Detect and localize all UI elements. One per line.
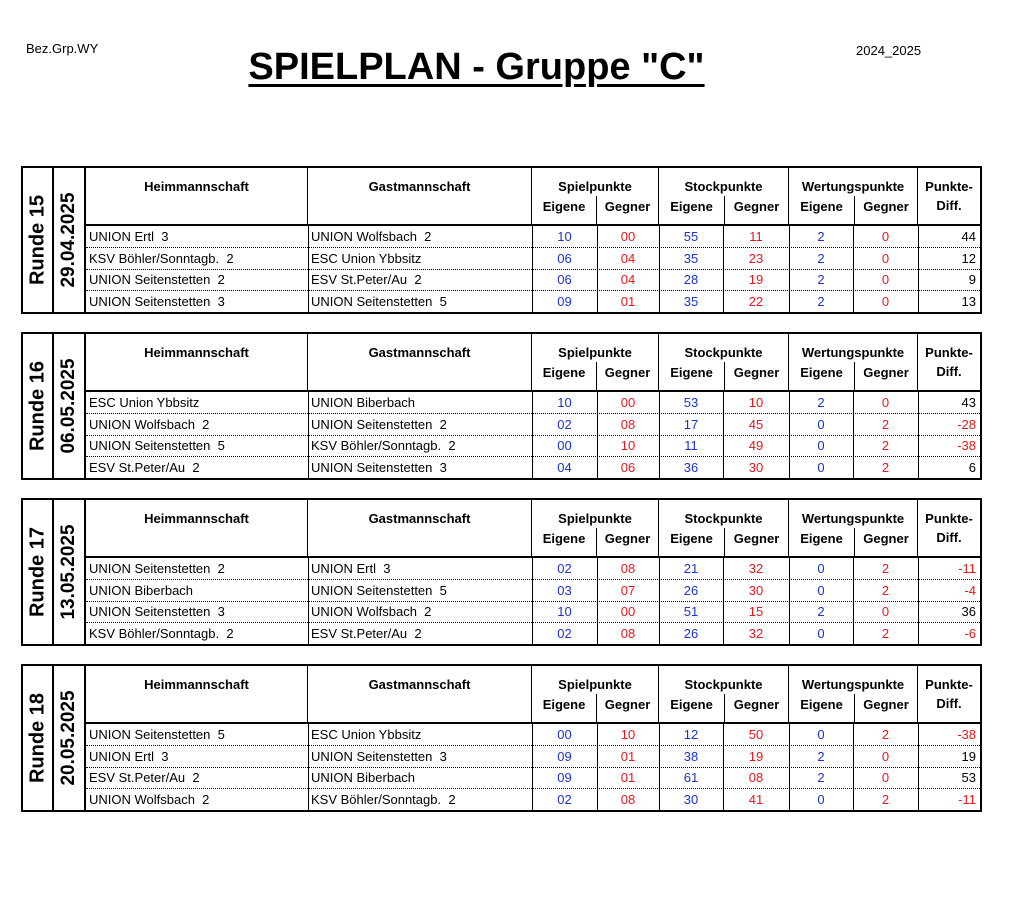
punkte-diff: -11 xyxy=(958,561,976,576)
spielpunkte-opp: 08 xyxy=(620,625,636,641)
away-team: KSV Böhler/Sonntagb. 2 xyxy=(311,438,456,453)
season-label: 2024_2025 xyxy=(856,43,922,58)
stockpunkte-own: 11 xyxy=(684,438,698,453)
punkte-diff: -28 xyxy=(957,416,976,432)
header-wertungspunkte xyxy=(789,334,918,390)
home-team: UNION Seitenstetten 5 xyxy=(89,727,225,742)
stockpunkte-opp: 19 xyxy=(748,272,764,287)
punkte-diff: -6 xyxy=(964,625,976,641)
header-spielpunkte-label: Spielpunkte xyxy=(558,345,632,360)
header-subdivider xyxy=(724,528,725,556)
home-team: UNION Seitenstetten 3 xyxy=(89,293,225,309)
header-stockpunkte-label: Stockpunkte xyxy=(684,179,763,194)
stockpunkte-own: 17 xyxy=(683,416,699,432)
header-opp: Gegner xyxy=(733,531,780,546)
round-label: Runde 18 xyxy=(26,692,48,784)
header-spielpunkte-label: Spielpunkte xyxy=(558,511,632,526)
spielpunkte-own: 06 xyxy=(557,250,572,266)
stockpunkte-own: 38 xyxy=(683,748,699,764)
header-opp: Gegner xyxy=(604,199,651,214)
wertungspunkte-own: 2 xyxy=(817,229,825,244)
wertungspunkte-opp: 0 xyxy=(881,250,890,266)
header-subdivider xyxy=(854,694,855,722)
wertungspunkte-opp: 0 xyxy=(881,770,890,785)
wertungspunkte-own: 0 xyxy=(817,459,825,475)
stockpunkte-opp: 10 xyxy=(748,395,764,410)
header-home xyxy=(86,666,308,722)
header-home xyxy=(86,334,308,390)
header-home-label: Heimmannschaft xyxy=(144,345,249,360)
spielpunkte-opp: 08 xyxy=(620,791,636,807)
punkte-diff: 19 xyxy=(961,748,976,764)
header-stockpunkte-label: Stockpunkte xyxy=(684,511,763,526)
away-team: ESV St.Peter/Au 2 xyxy=(311,272,422,287)
home-team: UNION Ertl 3 xyxy=(89,748,169,764)
stockpunkte-own: 26 xyxy=(683,582,699,598)
stockpunkte-opp: 45 xyxy=(748,416,764,432)
spielpunkte-own: 00 xyxy=(557,438,572,453)
spielpunkte-opp: 10 xyxy=(620,727,636,742)
header-subdivider xyxy=(724,362,725,390)
punkte-diff: 43 xyxy=(961,395,976,410)
wertungspunkte-own: 2 xyxy=(817,272,825,287)
group-label: Bez.Grp.WY xyxy=(26,41,99,56)
stockpunkte-opp: 22 xyxy=(748,293,764,309)
home-team: UNION Seitenstetten 2 xyxy=(89,272,225,287)
spielpunkte-opp: 04 xyxy=(620,250,636,266)
header-spielpunkte xyxy=(532,168,659,224)
wertungspunkte-own: 2 xyxy=(817,395,825,410)
spielpunkte-opp: 08 xyxy=(620,561,636,576)
header-own: Eigene xyxy=(670,697,713,712)
table-header xyxy=(86,666,980,724)
stockpunkte-own: 36 xyxy=(683,459,699,475)
stockpunkte-opp: 23 xyxy=(748,250,764,266)
round-date-cell xyxy=(54,666,86,810)
spielpunkte-own: 02 xyxy=(557,625,572,641)
header-own: Eigene xyxy=(670,531,713,546)
home-team: UNION Ertl 3 xyxy=(89,229,169,244)
home-team: UNION Seitenstetten 3 xyxy=(89,604,225,619)
header-stockpunkte xyxy=(659,334,789,390)
game-row xyxy=(86,789,980,811)
header-opp: Gegner xyxy=(604,531,651,546)
spielpunkte-own: 10 xyxy=(557,229,572,244)
header-diff xyxy=(918,666,980,722)
away-team: UNION Seitenstetten 3 xyxy=(311,748,447,764)
spielpunkte-own: 09 xyxy=(557,748,572,764)
header-own: Eigene xyxy=(542,365,586,380)
spielpunkte-own: 03 xyxy=(557,582,572,598)
wertungspunkte-own: 0 xyxy=(817,582,825,598)
header-own: Eigene xyxy=(800,199,843,214)
header-own: Eigene xyxy=(670,199,713,214)
header-opp: Gegner xyxy=(863,199,909,214)
header-home-label: Heimmannschaft xyxy=(144,179,249,194)
header-spielpunkte xyxy=(532,334,659,390)
stockpunkte-own: 26 xyxy=(683,625,699,641)
round-label-cell xyxy=(23,334,54,478)
stockpunkte-own: 28 xyxy=(683,272,699,287)
wertungspunkte-opp: 2 xyxy=(881,438,890,453)
header-away-label: Gastmannschaft xyxy=(368,511,471,526)
header-diff xyxy=(918,500,980,556)
header-home xyxy=(86,500,308,556)
header-wertungspunkte xyxy=(789,500,918,556)
header-spielpunkte xyxy=(532,666,659,722)
header-away-label: Gastmannschaft xyxy=(368,677,471,692)
stockpunkte-opp: 41 xyxy=(748,791,764,807)
header-home-label: Heimmannschaft xyxy=(144,677,249,692)
header-home-label: Heimmannschaft xyxy=(144,511,249,526)
table-header xyxy=(86,500,980,558)
wertungspunkte-opp: 2 xyxy=(881,459,890,475)
header-away xyxy=(308,500,532,556)
stockpunkte-opp: 30 xyxy=(748,582,764,598)
round-label: Runde 17 xyxy=(26,526,48,618)
header-away-label: Gastmannschaft xyxy=(368,179,471,194)
header-subdivider xyxy=(854,196,855,224)
wertungspunkte-opp: 2 xyxy=(881,416,890,432)
game-row xyxy=(86,269,980,291)
header-subdivider xyxy=(596,362,597,390)
header-stockpunkte xyxy=(659,666,789,722)
wertungspunkte-opp: 0 xyxy=(881,748,890,764)
round-date: 20.05.2025 xyxy=(58,690,79,786)
stockpunkte-opp: 49 xyxy=(748,438,764,453)
wertungspunkte-opp: 2 xyxy=(881,727,890,742)
wertungspunkte-own: 0 xyxy=(817,561,825,576)
header-stockpunkte-label: Stockpunkte xyxy=(684,345,763,360)
header-opp: Gegner xyxy=(863,365,909,380)
spielpunkte-opp: 01 xyxy=(620,770,636,785)
header-opp: Gegner xyxy=(863,697,909,712)
spielpunkte-opp: 06 xyxy=(620,459,636,475)
stockpunkte-own: 21 xyxy=(683,561,699,576)
punkte-diff: 6 xyxy=(968,459,976,475)
header-away-label: Gastmannschaft xyxy=(368,345,471,360)
stockpunkte-opp: 50 xyxy=(748,727,764,742)
game-row xyxy=(86,558,980,580)
header-spielpunkte-label: Spielpunkte xyxy=(558,677,632,692)
game-row xyxy=(86,435,980,457)
away-team: UNION Seitenstetten 3 xyxy=(311,459,447,475)
game-row xyxy=(86,724,980,746)
spielpunkte-opp: 01 xyxy=(620,293,636,309)
spielpunkte-own: 10 xyxy=(557,395,572,410)
header-wertungspunkte-label: Wertungspunkte xyxy=(801,345,905,360)
game-row xyxy=(86,414,980,436)
header-own: Eigene xyxy=(800,697,843,712)
header-diff-line2: Diff. xyxy=(936,364,962,379)
punkte-diff: 44 xyxy=(961,229,976,244)
header-subdivider xyxy=(596,694,597,722)
game-row xyxy=(86,767,980,789)
away-team: ESC Union Ybbsitz xyxy=(311,250,422,266)
stockpunkte-opp: 32 xyxy=(748,561,764,576)
punkte-diff: -38 xyxy=(957,727,976,742)
wertungspunkte-opp: 0 xyxy=(881,395,890,410)
home-team: ESC Union Ybbsitz xyxy=(89,395,200,410)
header-stockpunkte xyxy=(659,168,789,224)
round-label-cell xyxy=(23,168,54,312)
header-own: Eigene xyxy=(670,365,713,380)
round-table xyxy=(21,498,982,646)
punkte-diff: 53 xyxy=(961,770,976,785)
punkte-diff: 13 xyxy=(961,293,976,309)
header-home xyxy=(86,168,308,224)
game-row xyxy=(86,746,980,768)
header-own: Eigene xyxy=(800,365,843,380)
stockpunkte-opp: 11 xyxy=(749,229,763,244)
spielpunkte-own: 02 xyxy=(557,791,572,807)
wertungspunkte-own: 0 xyxy=(817,438,825,453)
away-team: ESV St.Peter/Au 2 xyxy=(311,625,422,641)
table-header xyxy=(86,334,980,392)
away-team: ESC Union Ybbsitz xyxy=(311,727,422,742)
header-opp: Gegner xyxy=(604,365,651,380)
wertungspunkte-opp: 2 xyxy=(881,561,890,576)
home-team: KSV Böhler/Sonntagb. 2 xyxy=(89,250,234,266)
wertungspunkte-own: 2 xyxy=(817,770,825,785)
stockpunkte-own: 12 xyxy=(683,727,699,742)
spielpunkte-opp: 01 xyxy=(620,748,636,764)
game-row xyxy=(86,291,980,313)
game-row xyxy=(86,601,980,623)
header-wertungspunkte xyxy=(789,666,918,722)
page-title xyxy=(0,46,953,88)
header-away xyxy=(308,666,532,722)
header-diff-line1: Punkte- xyxy=(925,677,973,692)
header-stockpunkte xyxy=(659,500,789,556)
header-diff-line2: Diff. xyxy=(936,530,962,545)
away-team: UNION Seitenstetten 5 xyxy=(311,293,447,309)
round-date: 29.04.2025 xyxy=(58,192,79,288)
header-away xyxy=(308,334,532,390)
stockpunkte-opp: 15 xyxy=(748,604,764,619)
spielpunkte-own: 02 xyxy=(557,561,572,576)
header-opp: Gegner xyxy=(604,697,651,712)
header-own: Eigene xyxy=(542,531,586,546)
header-wertungspunkte xyxy=(789,168,918,224)
away-team: UNION Wolfsbach 2 xyxy=(311,229,432,244)
round-date: 06.05.2025 xyxy=(58,358,79,454)
header-diff-line1: Punkte- xyxy=(925,179,973,194)
round-table xyxy=(21,332,982,480)
round-label: Runde 15 xyxy=(26,194,48,286)
stockpunkte-own: 61 xyxy=(683,770,699,785)
wertungspunkte-own: 0 xyxy=(817,727,825,742)
wertungspunkte-own: 0 xyxy=(817,416,825,432)
page-title-text: SPIELPLAN - Gruppe "C" xyxy=(248,46,705,88)
wertungspunkte-own: 0 xyxy=(817,791,825,807)
wertungspunkte-own: 2 xyxy=(817,293,825,309)
home-team: UNION Seitenstetten 5 xyxy=(89,438,225,453)
header-diff xyxy=(918,168,980,224)
spielpunkte-own: 09 xyxy=(557,293,572,309)
header-subdivider xyxy=(854,528,855,556)
punkte-diff: 9 xyxy=(968,272,976,287)
spielpunkte-own: 10 xyxy=(557,604,572,619)
header-opp: Gegner xyxy=(863,531,909,546)
away-team: UNION Seitenstetten 5 xyxy=(311,582,447,598)
round-table xyxy=(21,664,982,812)
punkte-diff: -38 xyxy=(957,438,976,453)
game-row xyxy=(86,392,980,414)
header-opp: Gegner xyxy=(733,199,780,214)
wertungspunkte-opp: 0 xyxy=(881,293,890,309)
header-own: Eigene xyxy=(800,531,843,546)
spielpunkte-opp: 00 xyxy=(620,229,636,244)
header-spielpunkte-label: Spielpunkte xyxy=(558,179,632,194)
wertungspunkte-own: 0 xyxy=(817,625,825,641)
round-date-cell xyxy=(54,334,86,478)
away-team: UNION Wolfsbach 2 xyxy=(311,604,432,619)
wertungspunkte-opp: 0 xyxy=(881,604,890,619)
stockpunkte-opp: 32 xyxy=(748,625,764,641)
stockpunkte-opp: 08 xyxy=(748,770,764,785)
header-away xyxy=(308,168,532,224)
header-opp: Gegner xyxy=(733,365,780,380)
wertungspunkte-own: 2 xyxy=(817,250,825,266)
header-subdivider xyxy=(724,196,725,224)
round-date-cell xyxy=(54,168,86,312)
header-wertungspunkte-label: Wertungspunkte xyxy=(801,511,905,526)
away-team: UNION Biberbach xyxy=(311,395,416,410)
home-team: ESV St.Peter/Au 2 xyxy=(89,459,200,475)
header-diff xyxy=(918,334,980,390)
wertungspunkte-opp: 0 xyxy=(881,229,890,244)
spielpunkte-opp: 04 xyxy=(620,272,636,287)
round-label-cell xyxy=(23,500,54,644)
spielpunkte-own: 09 xyxy=(557,770,572,785)
header-stockpunkte-label: Stockpunkte xyxy=(684,677,763,692)
home-team: UNION Wolfsbach 2 xyxy=(89,791,210,807)
header-own: Eigene xyxy=(542,697,586,712)
stockpunkte-own: 30 xyxy=(683,791,699,807)
spielpunkte-own: 06 xyxy=(557,272,572,287)
game-row xyxy=(86,623,980,645)
spielpunkte-own: 02 xyxy=(557,416,572,432)
header-subdivider xyxy=(596,528,597,556)
away-team: UNION Seitenstetten 2 xyxy=(311,416,447,432)
spielpunkte-opp: 00 xyxy=(620,395,636,410)
wertungspunkte-own: 2 xyxy=(817,748,825,764)
header-diff-line2: Diff. xyxy=(936,198,962,213)
home-team: KSV Böhler/Sonntagb. 2 xyxy=(89,625,234,641)
wertungspunkte-own: 2 xyxy=(817,604,825,619)
stockpunkte-own: 51 xyxy=(683,604,699,619)
round-label-cell xyxy=(23,666,54,810)
away-team: UNION Ertl 3 xyxy=(311,561,391,576)
header-subdivider xyxy=(724,694,725,722)
table-header xyxy=(86,168,980,226)
wertungspunkte-opp: 2 xyxy=(881,791,890,807)
header-diff-line1: Punkte- xyxy=(925,345,973,360)
game-row xyxy=(86,457,980,479)
home-team: UNION Wolfsbach 2 xyxy=(89,416,210,432)
home-team: ESV St.Peter/Au 2 xyxy=(89,770,200,785)
home-team: UNION Biberbach xyxy=(89,582,194,598)
stockpunkte-own: 35 xyxy=(683,250,699,266)
header-diff-line1: Punkte- xyxy=(925,511,973,526)
header-wertungspunkte-label: Wertungspunkte xyxy=(801,677,905,692)
header-diff-line2: Diff. xyxy=(936,696,962,711)
spielpunkte-own: 04 xyxy=(557,459,572,475)
stockpunkte-opp: 30 xyxy=(748,459,764,475)
away-team: UNION Biberbach xyxy=(311,770,416,785)
header-opp: Gegner xyxy=(733,697,780,712)
wertungspunkte-opp: 2 xyxy=(881,625,890,641)
header-own: Eigene xyxy=(542,199,586,214)
punkte-diff: 12 xyxy=(961,250,976,266)
round-label: Runde 16 xyxy=(26,360,48,452)
wertungspunkte-opp: 2 xyxy=(881,582,890,598)
header-subdivider xyxy=(596,196,597,224)
round-table xyxy=(21,166,982,314)
round-date-cell xyxy=(54,500,86,644)
stockpunkte-own: 53 xyxy=(683,395,699,410)
punkte-diff: 36 xyxy=(961,604,976,619)
punkte-diff: -11 xyxy=(958,791,976,807)
header-wertungspunkte-label: Wertungspunkte xyxy=(801,179,905,194)
wertungspunkte-opp: 0 xyxy=(881,272,890,287)
round-date: 13.05.2025 xyxy=(58,524,79,620)
game-row xyxy=(86,248,980,270)
spielpunkte-opp: 10 xyxy=(620,438,636,453)
away-team: KSV Böhler/Sonntagb. 2 xyxy=(311,791,456,807)
header-spielpunkte xyxy=(532,500,659,556)
spielpunkte-opp: 07 xyxy=(620,582,636,598)
punkte-diff: -4 xyxy=(964,582,976,598)
header-subdivider xyxy=(854,362,855,390)
spielpunkte-own: 00 xyxy=(557,727,572,742)
game-row xyxy=(86,226,980,248)
home-team: UNION Seitenstetten 2 xyxy=(89,561,225,576)
stockpunkte-own: 55 xyxy=(683,229,699,244)
game-row xyxy=(86,580,980,602)
stockpunkte-opp: 19 xyxy=(748,748,764,764)
spielpunkte-opp: 08 xyxy=(620,416,636,432)
stockpunkte-own: 35 xyxy=(683,293,699,309)
spielpunkte-opp: 00 xyxy=(620,604,636,619)
